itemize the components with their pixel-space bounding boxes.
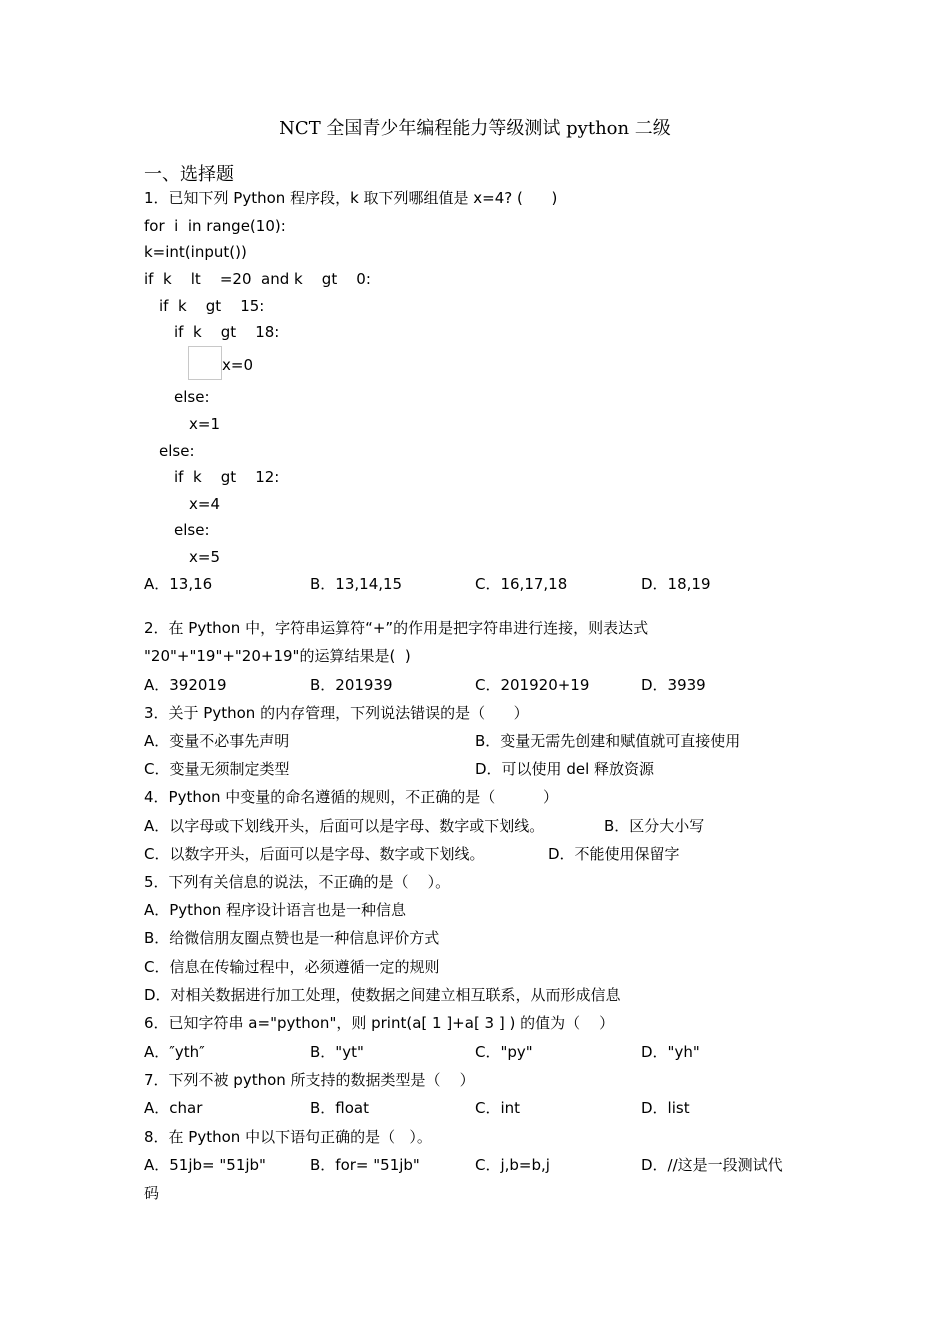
empty-frame	[188, 346, 222, 380]
option-b: B．for= "51jb"	[310, 1156, 420, 1174]
question-2-stem: 2．在 Python 中，字符串运算符“+”的作用是把字符串进行连接，则表达式	[144, 619, 649, 637]
option-d: D．//这是一段测试代	[641, 1156, 783, 1174]
question-6-stem: 6．已知字符串 a="python"，则 print(a[ 1 ]+a[ 3 ] ) 的值为（ ）	[144, 1014, 615, 1032]
option-b: B．区分大小写	[604, 817, 705, 835]
option-d-continuation: 码	[144, 1184, 160, 1202]
option-a: A．13,16	[144, 575, 213, 593]
option-d: D．list	[641, 1099, 690, 1117]
option-b: B．13,14,15	[310, 575, 403, 593]
code-line: x=5	[189, 548, 220, 566]
code-line: x=0	[222, 356, 253, 374]
question-7-stem: 7．下列不被 python 所支持的数据类型是（ ）	[144, 1071, 475, 1089]
option-a: A．″yth″	[144, 1043, 205, 1061]
option-c: C．j,b=b,j	[475, 1156, 550, 1174]
question-2-stem-cont: "20"+"19"+"20+19"的运算结果是( )	[144, 647, 411, 665]
option-c: C．信息在传输过程中，必须遵循一定的规则	[144, 958, 440, 976]
code-line: else:	[174, 388, 210, 406]
question-8-stem: 8．在 Python 中以下语句正确的是（ ）。	[144, 1128, 432, 1146]
code-line: for i in range(10):	[144, 217, 286, 235]
option-a: A．392019	[144, 676, 227, 694]
option-c: C．变量无须制定类型	[144, 760, 290, 778]
option-a: A．51jb= "51jb"	[144, 1156, 266, 1174]
option-d: D．可以使用 del 释放资源	[475, 760, 655, 778]
code-line: if k gt 18:	[174, 323, 280, 341]
option-b: B．201939	[310, 676, 393, 694]
document-title: NCT 全国青少年编程能力等级测试 python 二级	[279, 118, 671, 139]
option-a: A．Python 程序设计语言也是一种信息	[144, 901, 407, 919]
code-line: x=1	[189, 415, 220, 433]
option-c: C．"py"	[475, 1043, 533, 1061]
code-line: k=int(input())	[144, 243, 247, 261]
code-line: else:	[159, 442, 195, 460]
question-5-stem: 5．下列有关信息的说法，不正确的是（ ）。	[144, 873, 451, 891]
option-a: A．变量不必事先声明	[144, 732, 290, 750]
code-line: else:	[174, 521, 210, 539]
option-b: B．变量无需先创建和赋值就可直接使用	[475, 732, 741, 750]
option-b: B．"yt"	[310, 1043, 364, 1061]
option-c: C．int	[475, 1099, 521, 1117]
code-line: x=4	[189, 495, 220, 513]
option-c: C．16,17,18	[475, 575, 568, 593]
question-1-stem: 1．已知下列 Python 程序段，k 取下列哪组值是 x=4? ( )	[144, 189, 558, 207]
option-d: D．18,19	[641, 575, 711, 593]
option-b: B．float	[310, 1099, 369, 1117]
option-d: D．"yh"	[641, 1043, 700, 1061]
option-d: D．不能使用保留字	[548, 845, 680, 863]
section-heading: 一、选择题	[144, 164, 234, 185]
option-a: A．char	[144, 1099, 203, 1117]
option-b: B．给微信朋友圈点赞也是一种信息评价方式	[144, 929, 440, 947]
option-d: D．对相关数据进行加工处理，使数据之间建立相互联系，从而形成信息	[144, 986, 621, 1004]
code-line: if k gt 15:	[159, 297, 265, 315]
question-4-stem: 4．Python 中变量的命名遵循的规则，不正确的是（ ）	[144, 788, 558, 806]
option-c: C．201920+19	[475, 676, 590, 694]
code-line: if k gt 12:	[174, 468, 280, 486]
option-a: A．以字母或下划线开头，后面可以是字母、数字或下划线。	[144, 817, 545, 835]
option-c: C．以数字开头，后面可以是字母、数字或下划线。	[144, 845, 485, 863]
option-d: D．3939	[641, 676, 706, 694]
question-3-stem: 3．关于 Python 的内存管理，下列说法错误的是（ ）	[144, 704, 529, 722]
code-line: if k lt =20 and k gt 0:	[144, 270, 371, 288]
